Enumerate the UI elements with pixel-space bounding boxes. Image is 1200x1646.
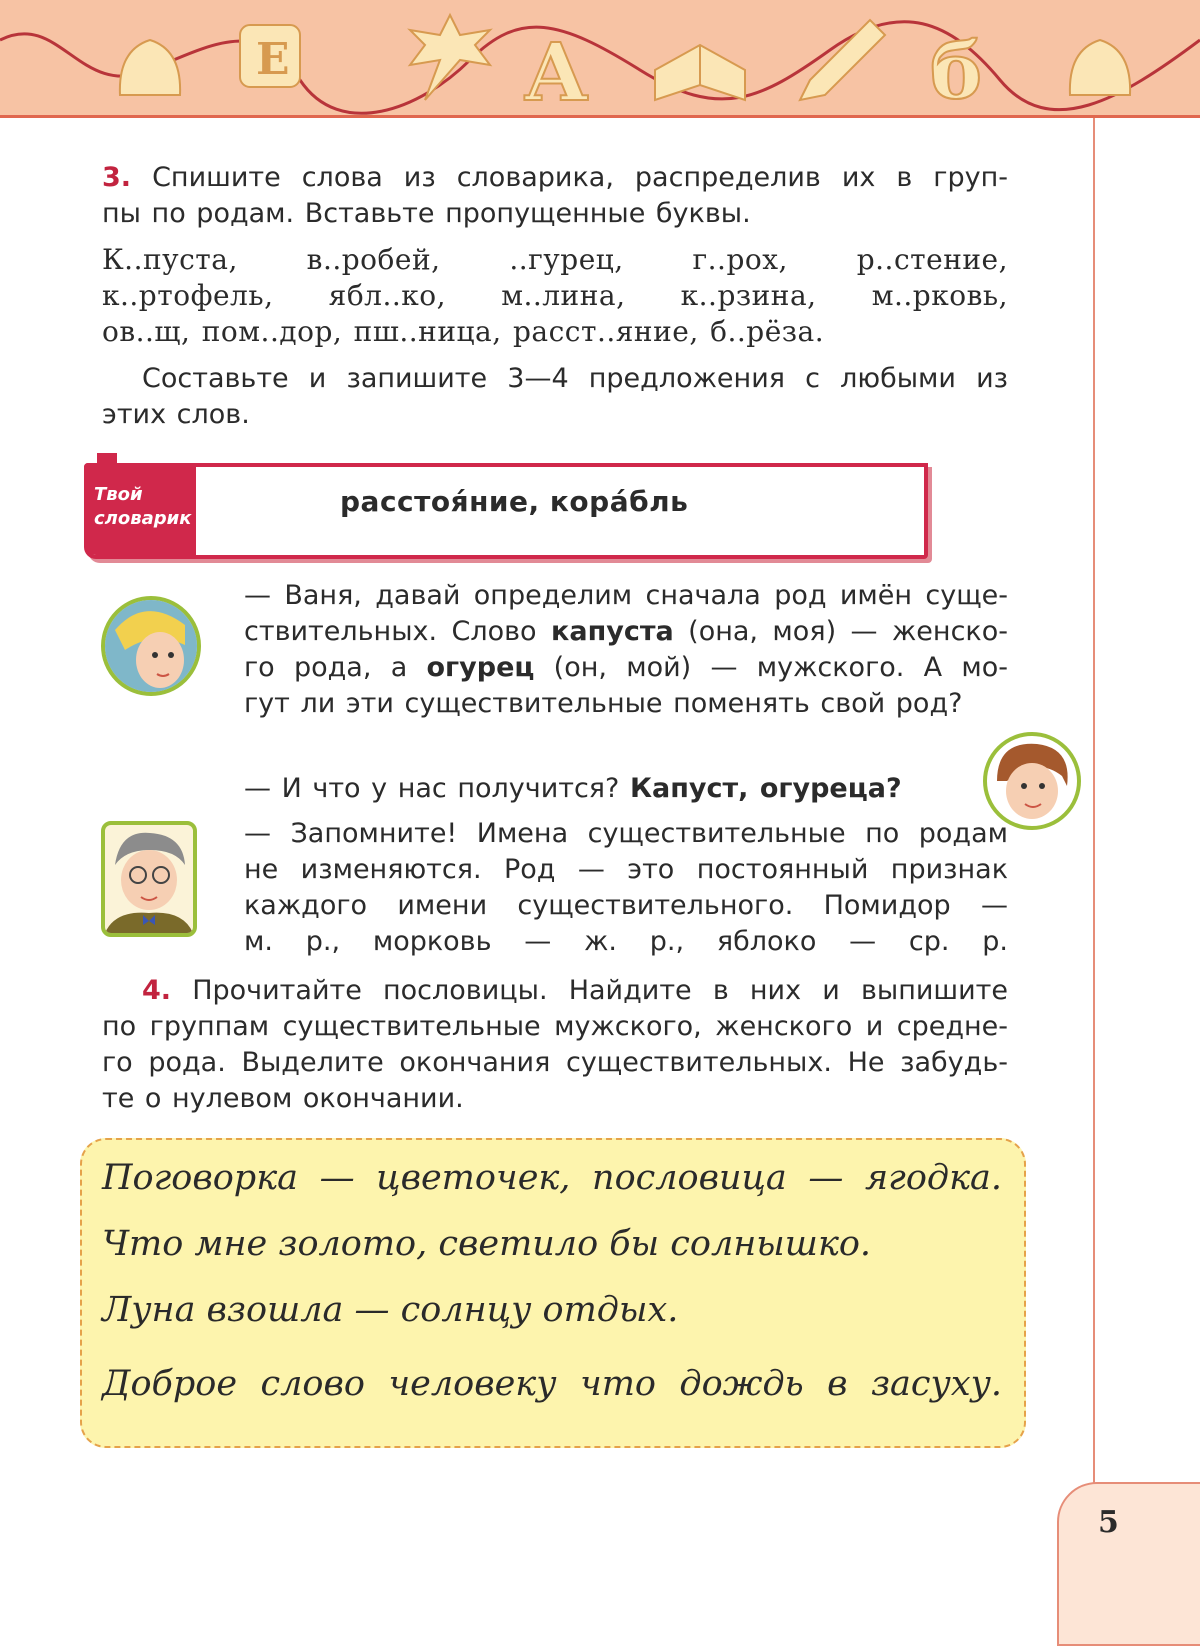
task-3-text-line: Спишите слова из словарика, распределив их в груп- [152,162,1008,193]
task-4-text-line: по группам существительные мужского, женского и средне- [102,1011,1008,1042]
svg-text:E: E [256,34,290,85]
dialog-line: каждого имени существительного. Помидор — [244,890,1008,921]
task-3-word-list [102,242,1008,350]
dialog-text: го рода, а [244,652,427,683]
page-number: 5 [1098,1505,1119,1540]
svg-text:б: б [930,26,983,115]
open-book-icon [655,45,745,100]
proverbs-box [80,1138,1026,1448]
task-3-compose [102,361,1008,433]
word-list-line: ов..щ, пом..дор, пш..ница, расст..яние, б..рёза. [102,315,825,348]
svg-text:A: A [525,25,588,115]
dialog-line [244,771,964,807]
dialog-line: м. р., морковь — ж. р., яблоко — ср. р. [244,926,1008,957]
dialog-text: (она, моя) — женско- [673,616,1008,647]
proverb-line: Доброе слово человеку что дождь в засуху. [102,1364,1002,1404]
bell-icon [1070,40,1130,95]
task-4-instruction [102,973,1008,1117]
proverb-line: Что мне золото, светило бы солнышко. [102,1224,872,1264]
dictionary-label-line: словарик [94,508,192,529]
proverb-line: Луна взошла — солнцу отдых. [102,1290,679,1330]
dictionary-box [84,463,924,555]
word-list-line: К..пуста, в..робей, ..гурец, г..рох, р..стение, [102,243,1008,276]
word-list-line: к..ртофель, ябл..ко, м..лина, к..рзина, м..рковь, [102,279,1008,312]
dialog-text: (он, мой) — мужского. А мо- [534,652,1008,683]
dialog-boy [244,771,964,807]
task-3-instruction [102,160,1008,232]
dialog-line [244,614,1008,650]
dictionary-label-line: Твой [94,484,143,505]
dialog-line: не изменяются. Род — это постоянный признак [244,854,1008,885]
task-4-number: 4. [142,975,172,1006]
proverb-line: Поговорка — цветочек, пословица — ягодка. [102,1158,1002,1198]
dialog-text: — И что у нас получится? [244,773,630,804]
dialog-line: — Запомните! Имена существительные по родам [244,818,1008,849]
page-number-tab [1057,1482,1200,1646]
bookmark-icon [97,453,117,467]
compose-line: Составьте и запишите 3—4 предложения с любыми из [142,363,1008,394]
task-4-text-line: те о нулевом окончании. [102,1083,464,1114]
dialog-text: ствительных. Слово [244,616,552,647]
maple-leaf-icon [410,15,490,100]
dialog-girl [244,578,1008,722]
decorative-header [0,0,1200,118]
dialog-line: гут ли эти существительные поменять свой род? [244,688,963,719]
dialog-teacher [244,816,1008,960]
task-4-text-line: Прочитайте пословицы. Найдите в них и выпишите [192,975,1008,1006]
pencil-icon [800,20,885,100]
bell-icon [120,40,180,95]
dialog-line [244,650,1008,686]
dictionary-words: расстоя́ние, кора́бль [340,485,689,518]
letter-e-icon [240,25,300,87]
compose-line: этих слов. [102,399,250,430]
dialog-keyword: огурец [426,652,535,683]
dictionary-label [84,463,196,555]
girl-avatar [101,596,201,696]
letter-a-icon [524,25,588,115]
dialog-keyword: капуста [551,616,674,647]
dialog-line: — Ваня, давай определим сначала род имён суще- [244,580,1008,611]
task-3-number: 3. [102,162,132,193]
margin-rule [1093,118,1095,1484]
teacher-avatar [101,821,197,937]
dialog-keyword: Капуст, огуреца? [629,773,902,804]
task-4-text-line: го рода. Выделите окончания существительных. Не забудь- [102,1047,1008,1078]
task-3-text-line: пы по родам. Вставьте пропущенные буквы. [102,198,751,229]
letter-b-icon [930,26,982,115]
